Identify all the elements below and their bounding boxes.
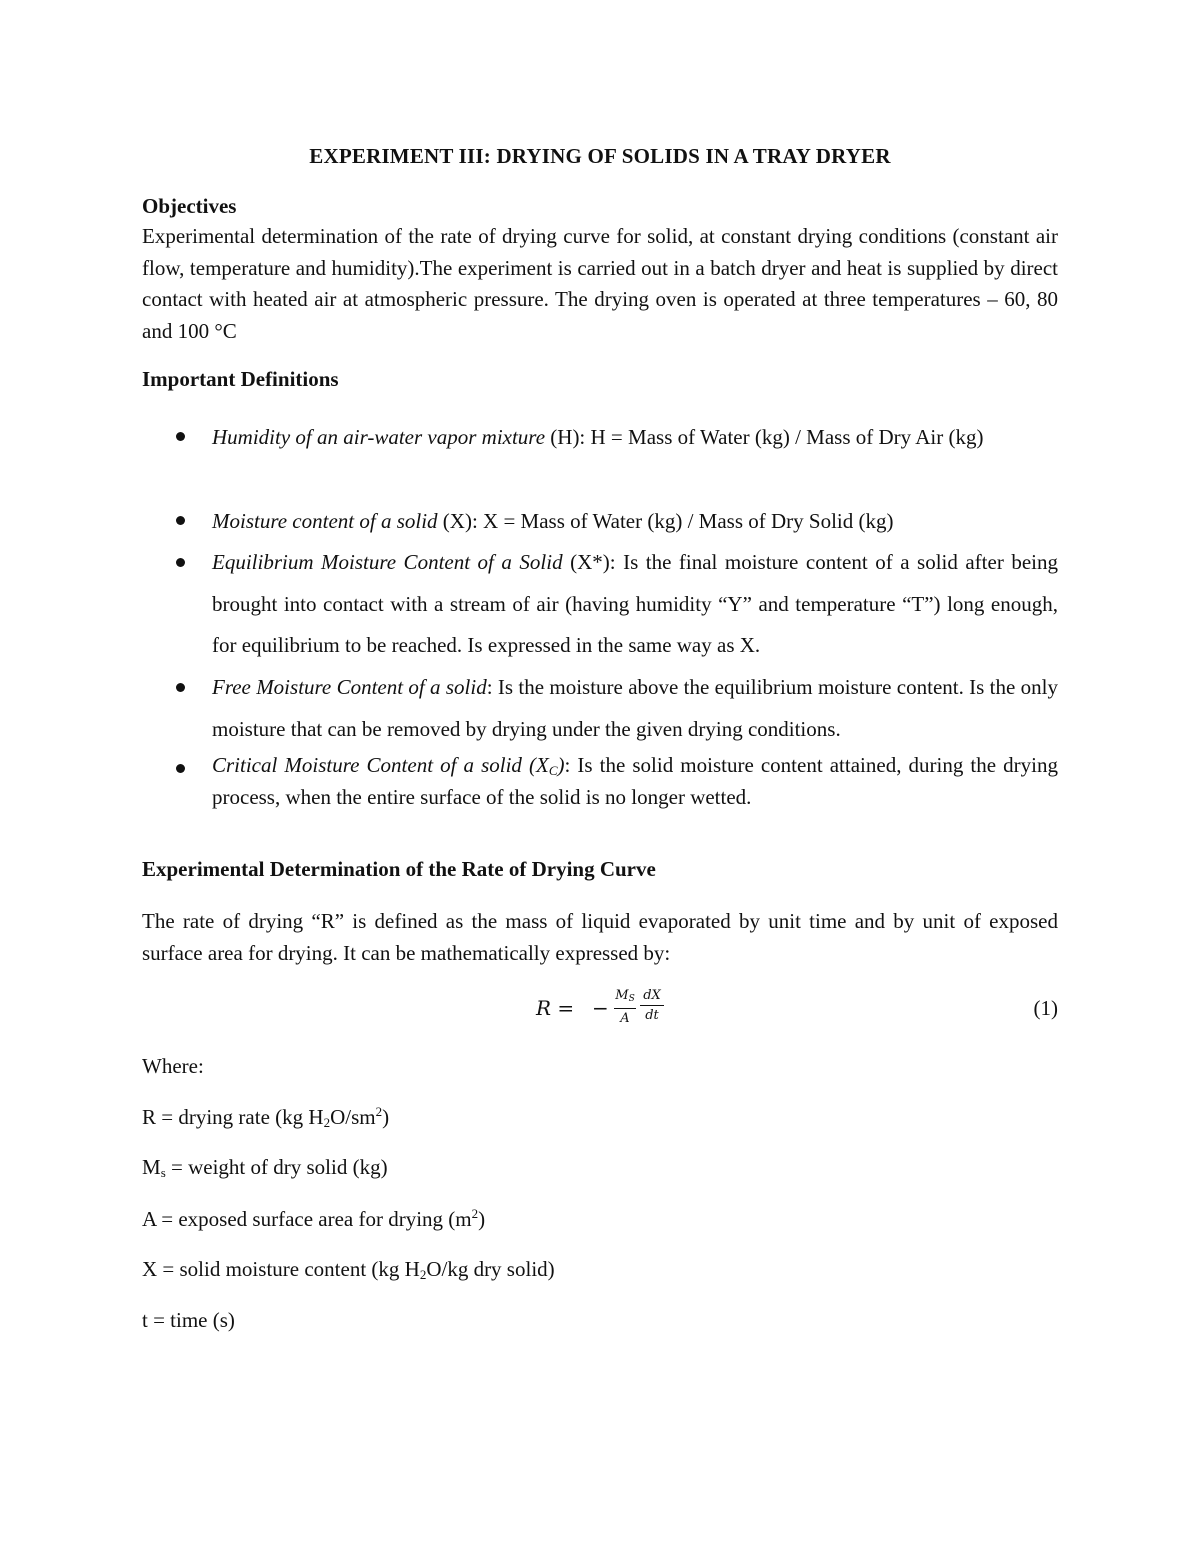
where-line-ms: $M_s$ = weight of dry solid (kg) (142, 1155, 388, 1180)
page-title: EXPERIMENT III: DRYING OF SOLIDS IN A TRAY DRYER (309, 144, 891, 168)
bullet-icon (176, 683, 185, 692)
definition-text (212, 500, 1058, 542)
definition-body: : Is the solid moisture content attained, during the drying process, when the entire surface of the solid is no longer wetted. (212, 753, 1058, 809)
bullet-icon (176, 516, 185, 525)
where-line-a: A = exposed surface area for drying $(m^2)$ (142, 1206, 486, 1231)
where-line-t: t = time (s) (142, 1308, 235, 1332)
bullet-icon (176, 432, 185, 441)
definition-text (212, 667, 1058, 750)
where-label: Where: (142, 1054, 204, 1078)
definition-text (212, 542, 1058, 667)
rate-section-paragraph: The rate of drying “R” is defined as the mass of liquid evaporated by unit time and by unit of exposed surface area for drying. It can be mathematically expressed by: (142, 909, 1058, 965)
definition-term: Humidity of an air-water vapor mixture (212, 425, 546, 449)
definition-body: (X*): Is the final moisture content of a solid after being brought into contact with a stream of air (having humidity “Y” and temperature “T”) long enough, for equilibrium to be reached. Is expressed in the same way as X. (212, 550, 1058, 657)
definition-term: Equilibrium Moisture Content of a Solid (212, 550, 563, 574)
definition-term: Free Moisture Content of a solid (212, 675, 487, 699)
rate-section-heading: Experimental Determination of the Rate of Drying Curve (142, 857, 656, 881)
definition-body: (X): X = Mass of Water (kg) / Mass of Dry Solid (kg) (437, 509, 894, 533)
equation-number: (1) (1033, 996, 1058, 1020)
equation-fraction-dx-dt: $\frac{dX}{dt}$ (640, 988, 664, 1024)
bullet-icon (176, 764, 185, 773)
where-line-x: X = solid moisture content (kg $H_2O/kg$ dry solid) (142, 1257, 555, 1282)
definition-body: (H): H = Mass of Water (kg) / Mass of Dry Air (kg) (545, 425, 984, 449)
definitions-heading: Important Definitions (142, 367, 339, 391)
bullet-icon (176, 558, 185, 567)
equation-minus: − (592, 996, 609, 1020)
objectives-paragraph: Experimental determination of the rate of drying curve for solid, at constant drying conditions (constant air flow, temperature and humidity).The experiment is carried out in a batch dryer and heat is supplied by direct contact with heated air at atmospheric pressure. The drying oven is operated at three temperatures – 60, 80 and 100 °C (142, 224, 1058, 343)
objectives-heading: Objectives (142, 194, 237, 218)
definition-body: : Is the moisture above the equilibrium moisture content. Is the only moisture that can be removed by drying under the given drying conditions. (212, 675, 1058, 741)
definition-term: Moisture content of a solid (212, 509, 438, 533)
equation-lhs: R = (536, 996, 575, 1020)
definition-text (212, 752, 1058, 811)
definition-text (212, 416, 1058, 458)
definition-term: Critical Moisture Content of a solid $(X_C)$ (212, 753, 565, 778)
equation-fraction-ms-a: $\frac{M_S}{A}$ (615, 988, 635, 1026)
where-line-r: R = drying rate (kg $H_2O/sm^2$) (142, 1104, 390, 1130)
